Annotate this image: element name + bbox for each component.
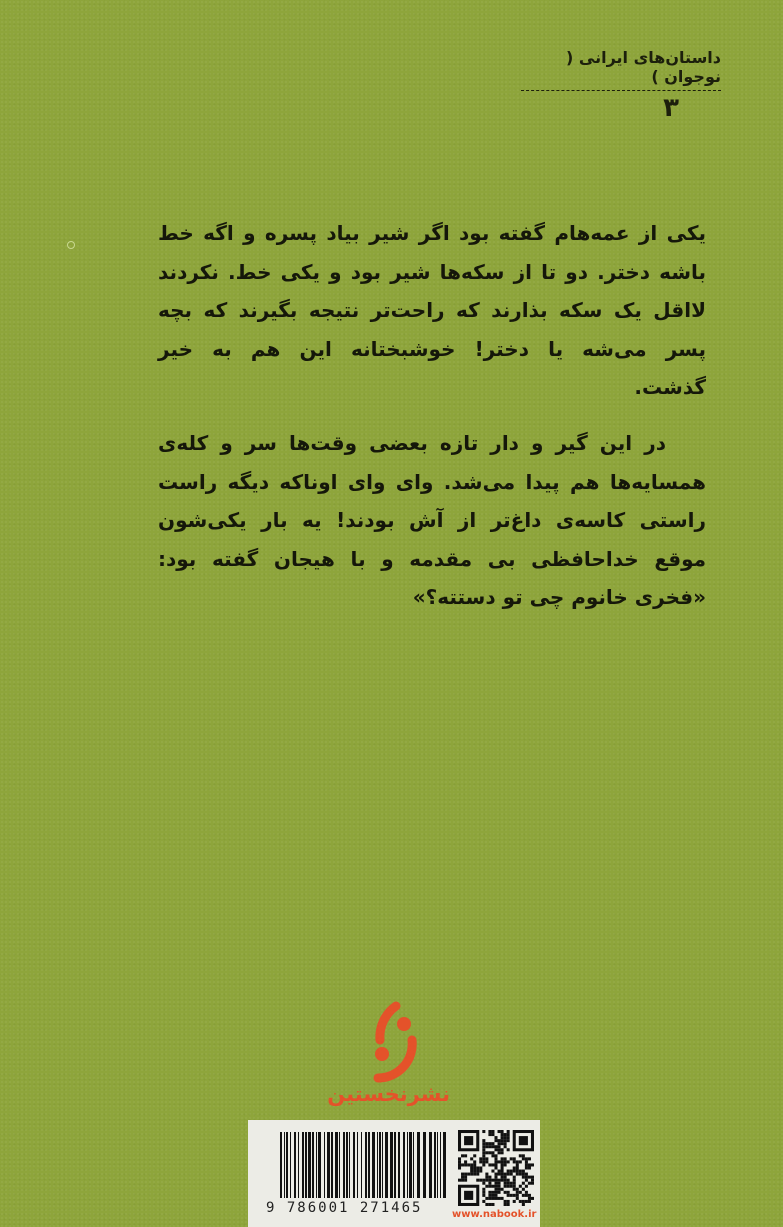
text-line: همسایه‌ها هم پیدا می‌شد. وای وای اوناکه دیگه راست [158, 469, 706, 494]
text-line: پسر می‌شه یا دختر! خوشبختانه این هم به خیر [158, 336, 706, 361]
barcode-bar [343, 1132, 345, 1198]
barcode-bar [308, 1132, 311, 1198]
barcode-bar [349, 1132, 350, 1198]
barcode-bar [294, 1132, 296, 1198]
barcode-bar [398, 1132, 400, 1198]
barcode-bar [318, 1132, 321, 1198]
barcode-bar [331, 1132, 333, 1198]
barcode-bar [368, 1132, 370, 1198]
text-line: راستی کاسه‌ی داغ‌تر از آش بودند! یه بار یکی‌شون [158, 508, 706, 532]
barcode-bar [339, 1132, 340, 1198]
barcode-bar [335, 1132, 338, 1198]
text-line: لااقل یک سکه بذارند که راحت‌تر نتیجه بگیرند که بچه [158, 298, 706, 322]
publisher-logo-icon [360, 1000, 430, 1090]
barcode-bar [284, 1132, 285, 1198]
barcode-bar [385, 1132, 388, 1198]
barcode-bar [434, 1132, 436, 1198]
barcode-bar [316, 1132, 317, 1198]
barcode-bar [365, 1132, 367, 1198]
barcode-bar [403, 1132, 405, 1198]
barcode-bar [346, 1132, 348, 1198]
barcode-bar [429, 1132, 432, 1198]
series-header [521, 48, 721, 123]
barcode-bar [290, 1132, 291, 1198]
publisher-logo [327, 1000, 450, 1115]
barcode-bar [302, 1132, 304, 1198]
blurb-paragraph-2 [158, 424, 706, 617]
publisher-url: www.nabook.ir [452, 1209, 537, 1220]
text-line: موقع خداحافظی بی مقدمه و با هیجان گفته بود: [158, 546, 706, 571]
text-line: «فخری خانوم چی تو دستته؟» [412, 585, 706, 609]
barcode-bar [377, 1132, 378, 1198]
isbn-number: 9 786001 271465 [266, 1200, 423, 1216]
decorative-dot [67, 241, 75, 249]
barcode-bar [357, 1132, 358, 1198]
barcode-bar [443, 1132, 446, 1198]
series-title: داستان‌های ایرانی ( نوجوان ) [521, 48, 721, 91]
text-line: باشه دختر. دو تا از سکه‌ها شیر بود و یکی خط. نکردند [158, 259, 706, 284]
barcode-bar [372, 1132, 375, 1198]
barcode-bar [407, 1132, 408, 1198]
barcode-bar [394, 1132, 396, 1198]
barcode-bar [413, 1132, 414, 1198]
barcode-bar [390, 1132, 393, 1198]
barcode-bar [423, 1132, 426, 1198]
barcode-label [248, 1120, 540, 1227]
barcode-bar [382, 1132, 383, 1198]
barcode-bar [437, 1132, 438, 1198]
barcode-bar [305, 1132, 307, 1198]
barcode-bar [327, 1132, 330, 1198]
qr-code-icon [458, 1130, 534, 1206]
barcode-bar [286, 1132, 288, 1198]
barcode-bar [379, 1132, 381, 1198]
barcode-bar [324, 1132, 325, 1198]
barcode-icon [280, 1132, 450, 1198]
barcode-bar [440, 1132, 441, 1198]
publisher-name: نشرنخستین [327, 1082, 450, 1106]
text-line: در این گیر و دار تازه بعضی وقت‌ها سر و کله‌ی [158, 431, 666, 455]
barcode-bar [280, 1132, 282, 1198]
text-line: گذشت. [634, 375, 706, 399]
barcode-bar [353, 1132, 355, 1198]
text-line: یکی از عمه‌هام گفته بود اگر شیر بیاد پسره و اگه خط [158, 221, 706, 245]
barcode-bar [298, 1132, 299, 1198]
blurb-paragraph-1 [158, 214, 706, 407]
barcode-bar [409, 1132, 412, 1198]
barcode-bar [312, 1132, 314, 1198]
barcode-bar [361, 1132, 362, 1198]
series-number: ۳ [663, 93, 679, 123]
barcode-bar [417, 1132, 420, 1198]
